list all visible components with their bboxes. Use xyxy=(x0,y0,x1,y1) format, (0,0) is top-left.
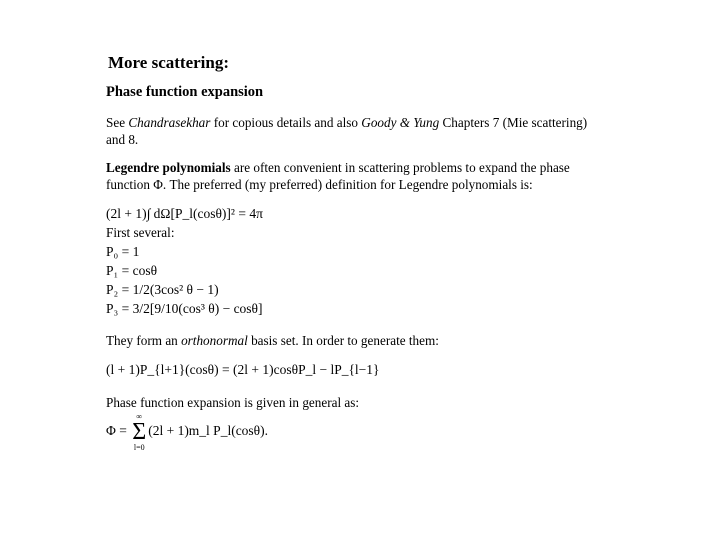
slide-content xyxy=(106,84,606,452)
normalization-equation: (2l + 1)∫ dΩ[P_l(cosθ)]² = 4π xyxy=(106,206,263,221)
legendre-paragraph: Legendre polynomials are often convenient in scattering problems to expand the phase function Φ. The preferred (my preferred) definition for Legendre polynomials is: xyxy=(106,160,570,192)
author-reference: Chandrasekhar xyxy=(128,115,211,130)
legendre-term: Legendre polynomials xyxy=(106,160,231,175)
orthonormal-term: orthonormal xyxy=(181,333,248,348)
expansion-equation: Φ = ∞ Σ l=0 (2l + 1)m_l P_l(cosθ). xyxy=(106,412,269,452)
intro-paragraph: See Chandrasekhar for copious details and also Goody & Yung Chapters 7 (Mie scattering) and 8. xyxy=(106,115,588,147)
expansion-text: Phase function expansion is given in general as: xyxy=(106,395,360,410)
orthonormal-paragraph: They form an orthonormal basis set. In order to generate them: xyxy=(106,333,439,348)
recurrence-equation: (l + 1)P_{l+1}(cosθ) = (2l + 1)cosθP_l − lP_{l−1} xyxy=(106,362,380,377)
summation-symbol: ∞ Σ l=0 xyxy=(132,412,147,452)
polynomial-p0: P₀ = 1 xyxy=(106,244,140,259)
polynomial-p1: P₁ = cosθ xyxy=(106,263,158,278)
polynomial-p3: P₃ = 3/2[9/10(cos³ θ) − cosθ] xyxy=(106,301,263,316)
section-heading: Phase function expansion xyxy=(106,84,264,100)
polynomial-p2: P₂ = 1/2(3cos² θ − 1) xyxy=(106,282,219,297)
first-several-label: First several: xyxy=(106,225,175,240)
slide-title: More scattering: xyxy=(108,53,229,72)
authors-reference: Goody & Yung xyxy=(361,115,440,130)
